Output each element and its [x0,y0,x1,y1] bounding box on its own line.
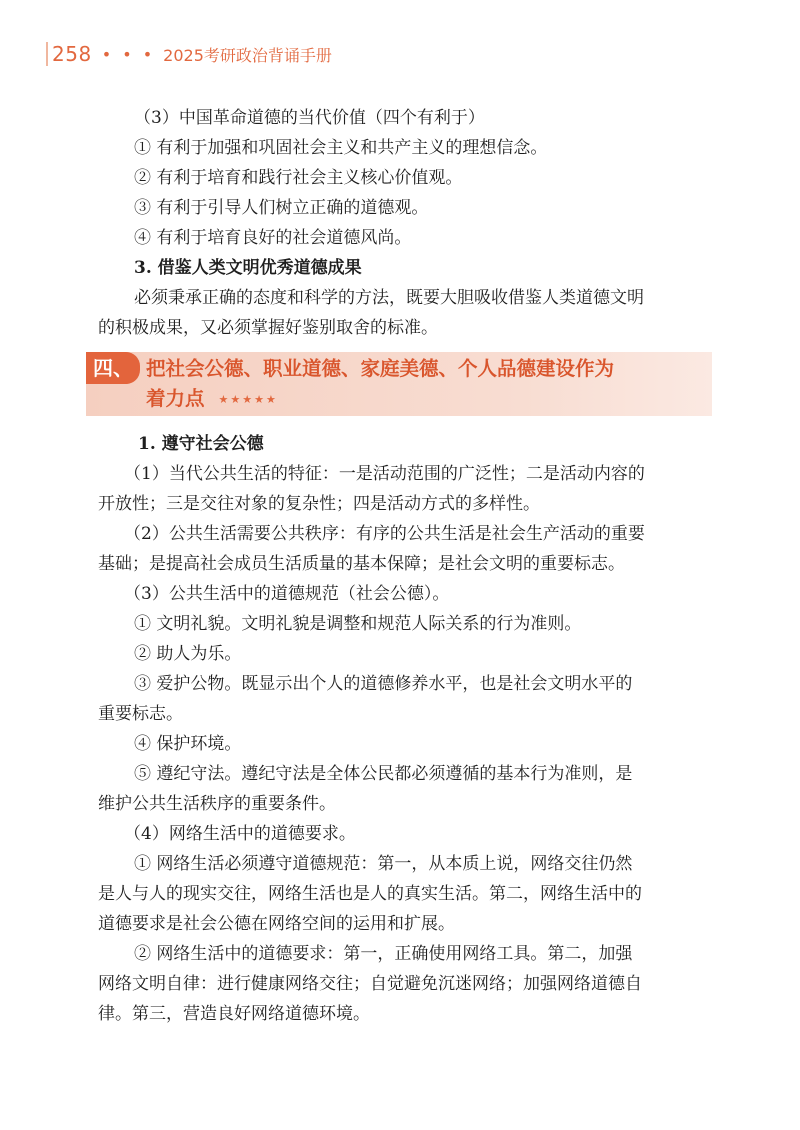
section-title-cont [146,384,712,415]
book-title: 2025考研政治背诵手册 [163,45,332,65]
page-number: 258 [46,42,92,66]
text-line: 维护公共生活秩序的重要条件。 [98,794,336,814]
text-line: （4）网络生活中的道德要求。 [124,824,356,844]
text-line: ① 有利于加强和巩固社会主义和共产主义的理想信念。 [134,138,548,158]
text-line: 重要标志。 [98,704,183,724]
text-line: 必须秉承正确的态度和科学的方法，既要大胆吸收借鉴人类道德文明 [134,288,644,308]
text-line: 网络文明自律：进行健康网络交往；自觉避免沉迷网络；加强网络道德自 [98,974,642,994]
text-line: 的积极成果，又必须掌握好鉴别取舍的标准。 [98,318,438,338]
text-line: （2）公共生活需要公共秩序：有序的公共生活是社会生产活动的重要 [124,524,645,544]
text-line: 道德要求是社会公德在网络空间的运用和扩展。 [98,914,455,934]
section-title-line2: 着力点 [146,387,205,410]
text-line: ⑤ 遵纪守法。遵纪守法是全体公民都必须遵循的基本行为准则，是 [134,764,633,784]
text-line: ③ 有利于引导人们树立正确的道德观。 [134,198,429,218]
text-line: （3）中国革命道德的当代价值（四个有利于） [134,108,485,128]
subheading: 1. 遵守社会公德 [138,434,264,454]
section-badge: 四、 [86,352,140,384]
text-line: ① 文明礼貌。文明礼貌是调整和规范人际关系的行为准则。 [134,614,582,634]
text-line: （3）公共生活中的道德规范（社会公德）。 [124,584,450,604]
text-line: ④ 保护环境。 [134,734,242,754]
text-line: ② 有利于培育和践行社会主义核心价值观。 [134,168,463,188]
text-line: ② 助人为乐。 [134,644,242,664]
text-line: 是人与人的现实交往，网络生活也是人的真实生活。第二，网络生活中的 [98,884,642,904]
text-line: ② 网络生活中的道德要求：第一，正确使用网络工具。第二，加强 [134,944,633,964]
text-line: 基础；是提高社会成员生活质量的基本保障；是社会文明的重要标志。 [98,554,625,574]
text-line: ① 网络生活必须遵守道德规范：第一，从本质上说，网络交往仍然 [134,854,633,874]
text-line: （1）当代公共生活的特征：一是活动范围的广泛性；二是活动内容的 [124,464,645,484]
text-line: ③ 爱护公物。既显示出个人的道德修养水平，也是社会文明水平的 [134,674,633,694]
text-line: 开放性；三是交往对象的复杂性；四是活动方式的多样性。 [98,494,540,514]
text-line: 律。第三，营造良好网络道德环境。 [98,1004,370,1024]
subheading: 3. 借鉴人类文明优秀道德成果 [134,258,362,278]
page-header [46,42,332,66]
header-dots: • • • [101,44,156,64]
section-title: 把社会公德、职业道德、家庭美德、个人品德建设作为 [146,357,615,380]
star-rating: ★★★★★ [218,392,278,406]
text-line: ④ 有利于培育良好的社会道德风尚。 [134,228,412,248]
